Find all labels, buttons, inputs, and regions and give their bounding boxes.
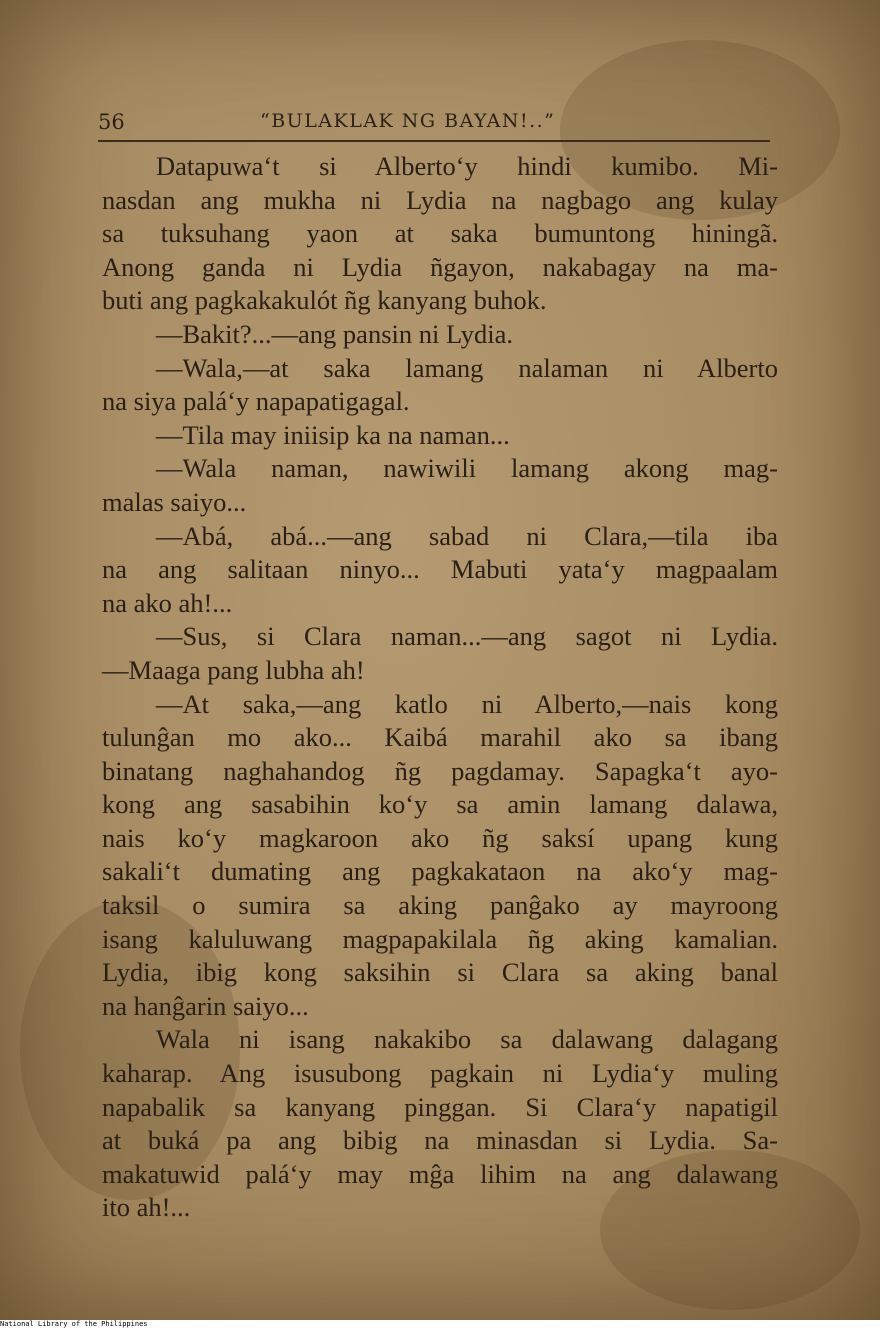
text-line: na hanĝarin saiyo... [102, 990, 309, 1021]
text-line: buti ang pagkakakulót ñg kanyang buhok. [102, 285, 547, 316]
text-line: Anong ganda ni Lydia ñgayon, nakabagay na ma- [102, 251, 778, 282]
text-line: —Tila may iniisip ka na naman... [156, 419, 510, 450]
text-line: Wala ni isang nakakibo sa dalawang dalagang [156, 1024, 778, 1055]
text-line: na siya palá‘y napapatigagal. [102, 386, 410, 417]
text-line: nais ko‘y magkaroon ako ñg saksí upang kung [102, 822, 778, 853]
text-line: malas saiyo... [102, 486, 247, 517]
text-line: taksil o sumira sa aking panĝako ay mayroong [102, 890, 778, 921]
text-line: at buká pa ang bibig na minasdan si Lydia. Sa- [102, 1125, 778, 1156]
text-line: nasdan ang mukha ni Lydia na nagbago ang kulay [102, 184, 778, 215]
text-line: kaharap. Ang isusubong pagkain ni Lydia‘y muling [102, 1058, 778, 1089]
header-rule [98, 140, 770, 142]
page-header [98, 110, 770, 140]
footer-bar [0, 1320, 880, 1328]
text-line: —At saka,—ang katlo ni Alberto,—nais kong [156, 688, 778, 719]
text-line: sa tuksuhang yaon at saka bumuntong hiningã. [102, 218, 778, 249]
text-line: makatuwid palá‘y may mĝa lihim na ang dalawang [102, 1158, 778, 1189]
page-number: 56 [98, 110, 125, 134]
body-text [102, 150, 778, 1225]
text-line: —Maaga pang lubha ah! [102, 654, 365, 685]
text-line: isang kaluluwang magpapakilala ñg aking kamalian. [102, 923, 778, 954]
text-line: —Bakit?...—ang pansin ni Lydia. [156, 318, 513, 349]
footer-credit: National Library of the Philippines [0, 1320, 148, 1328]
text-line: na ang salitaan ninyo... Mabuti yata‘y magpaalam [102, 554, 778, 585]
running-title: “BULAKLAK NG BAYAN!..” [260, 110, 556, 132]
text-line: tulunĝan mo ako... Kaibá marahil ako sa ibang [102, 722, 778, 753]
text-line: binatang naghahandog ñg pagdamay. Sapagka‘t ayo- [102, 755, 778, 786]
text-line: kong ang sasabihin ko‘y sa amin lamang dalawa, [102, 789, 778, 820]
text-line: Lydia, ibig kong saksihin si Clara sa aking banal [102, 957, 778, 988]
text-line: Datapuwa‘t si Alberto‘y hindi kumibo. Mi- [156, 151, 778, 181]
text-line: ito ah!... [102, 1192, 191, 1223]
text-line: —Wala naman, nawiwili lamang akong mag- [156, 453, 778, 484]
text-line: na ako ah!... [102, 587, 233, 618]
text-line: —Sus, si Clara naman...—ang sagot ni Lydia. [156, 621, 778, 652]
text-line: —Wala,—at saka lamang nalaman ni Alberto [156, 352, 778, 383]
text-line: —Abá, abá...—ang sabad ni Clara,—tila iba [156, 520, 778, 551]
text-line: sakali‘t dumating ang pagkakataon na ako‘y mag- [102, 856, 778, 887]
text-line: napabalik sa kanyang pinggan. Si Clara‘y napatigil [102, 1091, 778, 1122]
